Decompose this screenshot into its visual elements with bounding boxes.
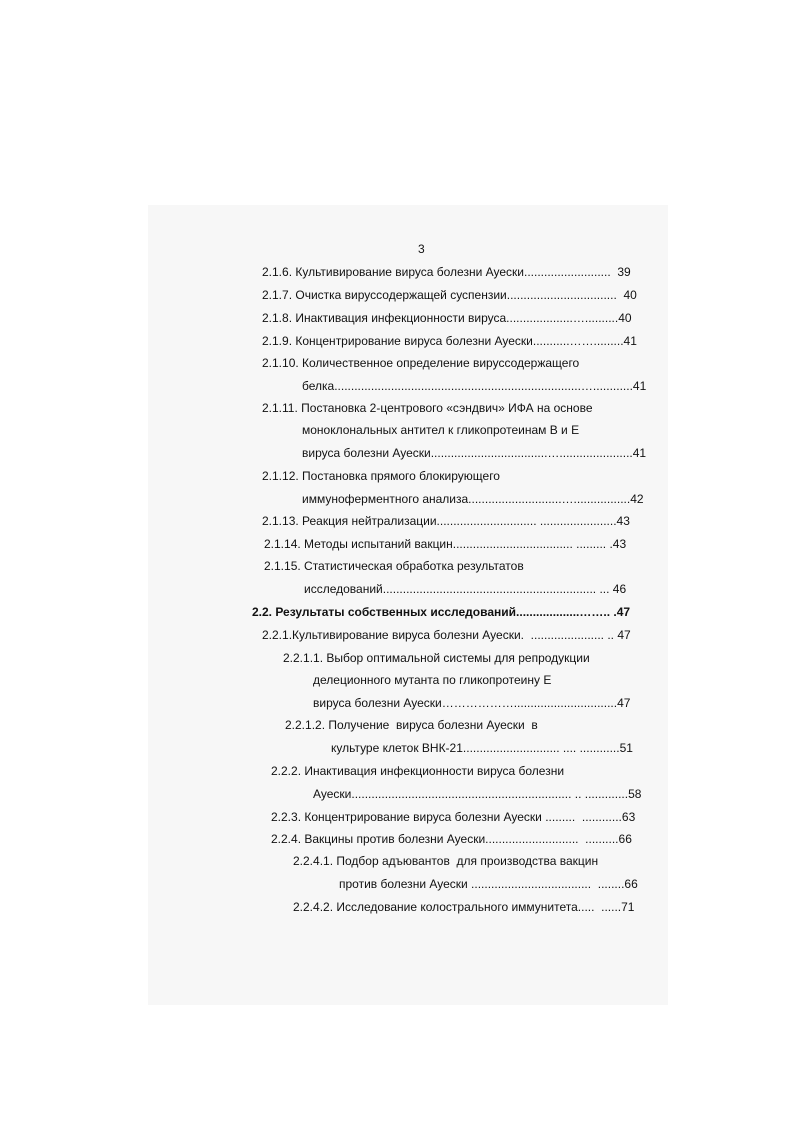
toc-entry-2-1-6: 2.1.6. Культивирование вируса болезни Ауески.......................... 39: [262, 265, 631, 279]
toc-entry-2-2: 2.2. Результаты собственных исследований...................…….. .47: [252, 605, 631, 619]
toc-entry-2-1-10-cont: белка..........................................................................…............41: [302, 379, 647, 393]
toc-entry-2-1-11: 2.1.11. Постановка 2-центрового «сэндвич» ИФА на основе: [262, 401, 593, 415]
toc-entry-2-2-3: 2.2.3. Концентрирование вируса болезни Ауески ......... ............63: [271, 810, 636, 824]
toc-entry-2-2-4-2: 2.2.4.2. Исследование колострального иммунитета..... ......71: [293, 900, 635, 914]
toc-entry-2-1-12-cont: иммуноферментного анализа............................….................42: [302, 492, 644, 506]
toc-entry-2-2-4-1: 2.2.4.1. Подбор адъювантов для производства вакцин: [293, 854, 599, 868]
toc-entry-2-1-8: 2.1.8. Инактивация инфекционности вируса....................…..........40: [262, 311, 632, 325]
toc-entry-2-2-4: 2.2.4. Вакцины против болезни Ауески............................ ..........66: [271, 832, 632, 846]
toc-entry-2-2-4-1-cont: против болезни Ауески .................................... ........66: [339, 877, 638, 891]
toc-entry-2-1-13: 2.1.13. Реакция нейтрализации.............................. .......................43: [262, 514, 630, 528]
toc-entry-2-2-2-cont: Ауески.................................................................. .. .............58: [313, 787, 642, 801]
toc-entry-2-2-1-2-cont: культуре клеток ВНК-21............................. .... ............51: [331, 741, 633, 755]
toc-entry-2-2-1-1: 2.2.1.1. Выбор оптимальной системы для репродукции: [283, 651, 590, 665]
toc-entry-2-1-14: 2.1.14. Методы испытаний вакцин.................................... ......... .43: [264, 537, 627, 551]
toc-entry-2-1-9: 2.1.9. Концентрирование вируса болезни Ауески...........…….........41: [262, 334, 637, 348]
toc-entry-2-2-2: 2.2.2. Инактивация инфекционности вируса болезни: [271, 764, 565, 778]
toc-entry-2-1-15: 2.1.15. Статистическая обработка результатов: [264, 559, 524, 573]
page-number: 3: [418, 242, 425, 256]
toc-entry-2-2-1-2: 2.2.1.2. Получение вируса болезни Ауески в: [285, 718, 538, 732]
toc-entry-2-1-10: 2.1.10. Количественное определение вируссодержащего: [262, 356, 580, 370]
toc-entry-2-2-1: 2.2.1.Культивирование вируса болезни Ауески. ...................... .. 47: [262, 628, 631, 642]
toc-entry-2-1-11-cont1: моноклональных антител к гликопротеинам В и Е: [302, 423, 580, 437]
toc-entry-2-1-12: 2.1.12. Постановка прямого блокирующего: [262, 469, 500, 483]
toc-entry-2-1-7: 2.1.7. Очистка вируссодержащей суспензии................................. 40: [262, 288, 637, 302]
toc-entry-2-2-1-1-cont2: вируса болезни Ауески………………...............................47: [313, 696, 631, 710]
toc-entry-2-1-15-cont: исследований................................................................ ... 46: [304, 582, 627, 596]
toc-entry-2-1-11-cont2: вируса болезни Ауески...................................…......................41: [302, 446, 647, 460]
toc-entry-2-2-1-1-cont1: делеционного мутанта по гликопротеину Е: [313, 673, 552, 687]
